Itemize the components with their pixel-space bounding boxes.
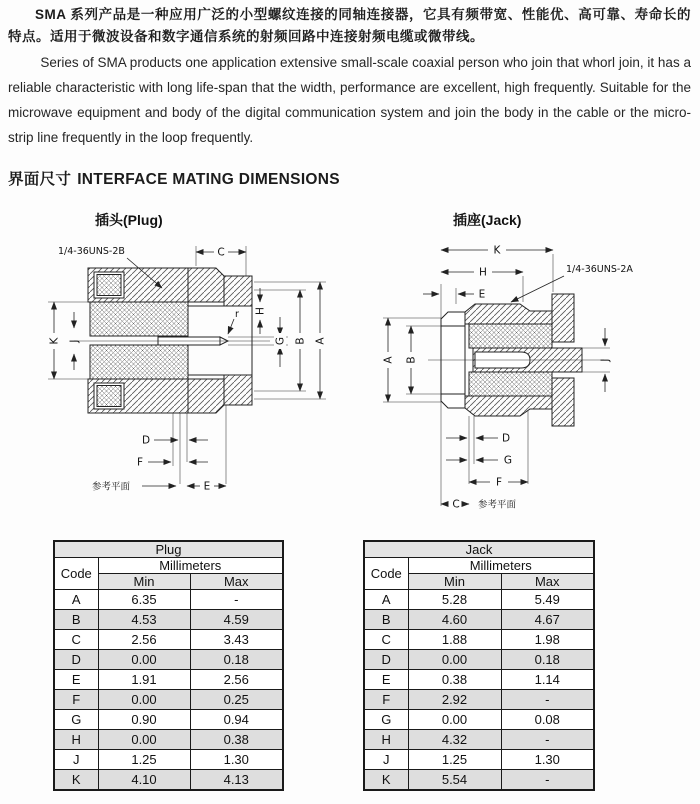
min-value-cell: 0.38	[408, 670, 501, 690]
dim-code-cell: F	[364, 690, 408, 710]
plug-table-code-header: Code	[54, 558, 98, 590]
plug-dimensions-table	[53, 540, 284, 791]
min-value-cell: 0.00	[408, 650, 501, 670]
table-row	[364, 750, 594, 770]
plug-thread-spec-label: 1/4-36UNS-2B	[58, 246, 125, 257]
table-row	[364, 650, 594, 670]
max-value-cell: 0.18	[190, 650, 283, 670]
jack-dim-label-h: H	[479, 266, 487, 279]
max-value-cell: -	[501, 730, 594, 750]
max-value-cell: -	[190, 590, 283, 610]
jack-dim-label-k: K	[493, 244, 501, 257]
plug-table-title: Plug	[54, 541, 283, 558]
min-value-cell: 0.00	[408, 710, 501, 730]
max-value-cell: 3.43	[190, 630, 283, 650]
min-value-cell: 4.10	[98, 770, 190, 791]
max-value-cell: 1.98	[501, 630, 594, 650]
dim-code-cell: C	[54, 630, 98, 650]
max-value-cell: 1.30	[501, 750, 594, 770]
jack-reference-plane-label: 参考平面	[478, 499, 517, 511]
min-value-cell: 1.25	[408, 750, 501, 770]
min-value-cell: 4.32	[408, 730, 501, 750]
jack-dim-label-b: B	[405, 356, 418, 364]
table-row	[364, 710, 594, 730]
max-value-cell: 0.94	[190, 710, 283, 730]
jack-table-max-header: Max	[501, 574, 594, 590]
max-value-cell: 4.67	[501, 610, 594, 630]
dim-code-cell: D	[364, 650, 408, 670]
section-heading-chinese: 界面尺寸	[8, 171, 72, 188]
plug-tip-radius-label: r	[235, 309, 239, 320]
jack-dim-label-d: D	[501, 432, 511, 445]
table-row	[364, 730, 594, 750]
table-row	[54, 630, 283, 650]
jack-dim-label-j: J	[599, 358, 612, 362]
min-value-cell: 0.90	[98, 710, 190, 730]
plug-table-unit-header: Millimeters	[98, 558, 283, 574]
min-value-cell: 2.92	[408, 690, 501, 710]
min-value-cell: 4.60	[408, 610, 501, 630]
max-value-cell: 0.38	[190, 730, 283, 750]
table-row	[54, 590, 283, 610]
max-value-cell: -	[501, 690, 594, 710]
max-value-cell: -	[501, 770, 594, 791]
jack-dim-label-f: F	[495, 476, 503, 489]
plug-dim-label-d: D	[141, 434, 151, 447]
plug-dim-label-k: K	[48, 337, 61, 345]
dim-code-cell: B	[54, 610, 98, 630]
dim-code-cell: K	[364, 770, 408, 791]
plug-dim-label-a: A	[314, 337, 327, 345]
max-value-cell: 1.14	[501, 670, 594, 690]
table-row	[364, 590, 594, 610]
dim-code-cell: G	[54, 710, 98, 730]
jack-dim-label-e: E	[478, 288, 486, 301]
table-row	[54, 610, 283, 630]
min-value-cell: 6.35	[98, 590, 190, 610]
min-value-cell: 5.28	[408, 590, 501, 610]
max-value-cell: 1.30	[190, 750, 283, 770]
plug-dim-label-e: E	[203, 480, 211, 493]
jack-body-section	[428, 284, 604, 506]
max-value-cell: 0.08	[501, 710, 594, 730]
max-value-cell: 0.18	[501, 650, 594, 670]
intro-text-block	[0, 4, 700, 150]
jack-dim-label-c: C	[452, 498, 460, 511]
table-row	[54, 730, 283, 750]
dim-code-cell: A	[364, 590, 408, 610]
plug-table-max-header: Max	[190, 574, 283, 590]
min-value-cell: 1.25	[98, 750, 190, 770]
dim-code-cell: C	[364, 630, 408, 650]
dim-code-cell: D	[54, 650, 98, 670]
jack-table-min-header: Min	[408, 574, 501, 590]
dim-code-cell: J	[54, 750, 98, 770]
table-row	[364, 670, 594, 690]
plug-table-min-header: Min	[98, 574, 190, 590]
jack-table-unit-header: Millimeters	[408, 558, 594, 574]
plug-dim-label-c: C	[217, 246, 225, 259]
jack-dimensions-table	[363, 540, 595, 791]
dim-code-cell: B	[364, 610, 408, 630]
dim-code-cell: A	[54, 590, 98, 610]
min-value-cell: 1.91	[98, 670, 190, 690]
max-value-cell: 4.59	[190, 610, 283, 630]
intro-paragraph-english: Series of SMA products one application extensive small-scale coaxial person who join that whorl join, it has a reliable characteristic with long life-span that the width, performance are excellent, high frequently. Suitable for the microwave equipment and body of the digital communication system and join the body in the cable or the micro-strip line frequently in the loop frequently.	[8, 54, 691, 146]
dim-code-cell: G	[364, 710, 408, 730]
dim-code-cell: E	[364, 670, 408, 690]
plug-body-section	[74, 268, 270, 413]
max-value-cell: 5.49	[501, 590, 594, 610]
table-row	[54, 690, 283, 710]
table-row	[364, 630, 594, 650]
jack-dim-label-a: A	[382, 356, 395, 364]
table-row	[54, 670, 283, 690]
min-value-cell: 1.88	[408, 630, 501, 650]
max-value-cell: 4.13	[190, 770, 283, 791]
jack-figure-title: 插座(Jack)	[453, 212, 522, 228]
min-value-cell: 4.53	[98, 610, 190, 630]
min-value-cell: 2.56	[98, 630, 190, 650]
min-value-cell: 0.00	[98, 730, 190, 750]
jack-technical-drawing	[368, 238, 688, 518]
plug-dim-label-b: B	[294, 337, 307, 345]
table-row	[54, 650, 283, 670]
table-row	[364, 690, 594, 710]
table-row	[364, 610, 594, 630]
dim-code-cell: K	[54, 770, 98, 791]
plug-dim-label-f: F	[136, 456, 144, 469]
table-row	[54, 750, 283, 770]
jack-table-title: Jack	[364, 541, 594, 558]
section-heading-english: INTERFACE MATING DIMENSIONS	[77, 171, 340, 188]
max-value-cell: 0.25	[190, 690, 283, 710]
dim-code-cell: H	[364, 730, 408, 750]
dim-code-cell: H	[54, 730, 98, 750]
dim-code-cell: F	[54, 690, 98, 710]
jack-table-code-header: Code	[364, 558, 408, 590]
table-row	[54, 770, 283, 791]
intro-paragraph-chinese: SMA 系列产品是一种应用广泛的小型螺纹连接的同轴连接器，它具有频带宽、性能优、高可靠、寿命长的特点。适用于微波设备和数字通信系统的射频回路中连接射频电缆或微带线。	[8, 7, 691, 44]
plug-dim-label-h: H	[254, 307, 267, 315]
plug-reference-plane-label: 参考平面	[92, 481, 131, 493]
dim-code-cell: E	[54, 670, 98, 690]
min-value-cell: 0.00	[98, 690, 190, 710]
plug-figure-title: 插头(Plug)	[95, 212, 163, 228]
dim-code-cell: J	[364, 750, 408, 770]
section-heading	[8, 167, 340, 189]
table-row	[54, 710, 283, 730]
jack-dim-label-g: G	[503, 454, 513, 467]
plug-dim-label-g: G	[274, 336, 287, 346]
min-value-cell: 0.00	[98, 650, 190, 670]
max-value-cell: 2.56	[190, 670, 283, 690]
jack-thread-spec-label: 1/4-36UNS-2A	[566, 264, 633, 275]
plug-technical-drawing	[30, 238, 350, 503]
min-value-cell: 5.54	[408, 770, 501, 791]
plug-dim-label-j: J	[68, 339, 81, 343]
table-row	[364, 770, 594, 791]
